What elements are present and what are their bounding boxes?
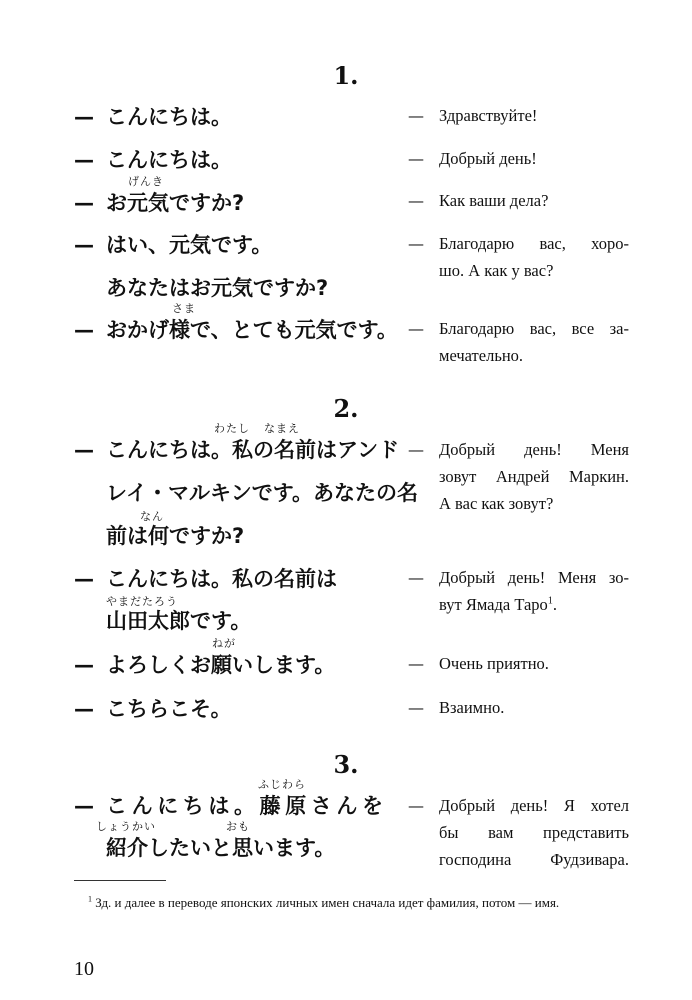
russian-text: зовут Андрей Маркин. [439,467,629,486]
russian-text: мечательно. [439,346,524,365]
russian-text: Добрый день! Меня зо- [439,568,629,587]
footnote [88,893,628,913]
footnote-divider [74,880,166,881]
dash-ru: — [408,191,424,210]
furigana: なん [140,510,164,523]
dash-jp: — [74,318,94,342]
russian-text: Как ваши дела? [439,191,549,210]
japanese-text: こちらこそ。 [106,697,232,721]
furigana: やまだたろう [106,595,178,608]
footnote-mark: 1 [88,894,92,904]
furigana: わたし [214,422,250,435]
dash-jp: — [74,191,94,215]
russian-text: Добрый день! Меня [439,440,629,459]
furigana: ねが [212,637,236,650]
russian-text: Благодарю вас, хоро- [439,234,629,253]
japanese-text: 前は何ですか? [106,524,245,548]
japanese-text: 山田太郎です。 [106,609,252,633]
dash-jp: — [74,794,94,818]
japanese-text: こんにちは。 [106,148,232,172]
japanese-text: 紹介したいと思います。 [106,836,336,860]
furigana: しょうかい [96,820,156,833]
japanese-text: はい、元気です。 [106,233,273,257]
dash-jp: — [74,567,94,591]
japanese-text: こんにちは。私の名前はアンド [106,438,400,462]
dash-jp: — [74,233,94,257]
section-number-3: 3. [333,750,359,779]
furigana: さま [172,302,196,315]
russian-text: бы вам представить [439,823,629,842]
dash-ru: — [408,698,424,717]
section-number-1: 1. [333,61,359,90]
dash-ru: — [408,440,424,459]
japanese-text: おかげ様で、とても元気です。 [106,318,398,342]
russian-text: Взаимно. [439,698,505,717]
russian-text: Добрый день! [439,149,537,168]
japanese-text: こんにちは。私の名前は [106,567,337,591]
furigana: なまえ [264,422,300,435]
japanese-text: よろしくお願いします。 [106,653,336,677]
russian-text: шо. А как у вас? [439,261,554,280]
japanese-text: お元気ですか? [106,191,245,215]
dash-ru: — [408,234,424,253]
dash-jp: — [74,438,94,462]
furigana: げんき [128,175,164,188]
footnote-text: Зд. и далее в переводе японских личных имен сначала идет фамилия, потом — имя. [95,895,560,910]
russian-text: Здравствуйте! [439,106,538,125]
dash-jp: — [74,148,94,172]
furigana: ふじわら [258,778,306,791]
japanese-text: あなたはお元気ですか? [106,276,329,300]
footnote-mark: 1 [547,595,553,607]
dash-jp: — [74,105,94,129]
dash-ru: — [408,106,424,125]
japanese-text: レイ・マルキンです。あなたの名 [106,481,419,505]
dash-ru: — [408,654,424,673]
russian-text: Очень приятно. [439,654,549,673]
dash-ru: — [408,319,424,338]
dash-jp: — [74,697,94,721]
dash-ru: — [408,149,424,168]
russian-text: Добрый день! Я хотел [439,796,629,815]
page-number: 10 [74,958,94,980]
russian-text: господина Фудзивара. [439,850,629,869]
dash-ru: — [408,568,424,587]
russian-text: А вас как зовут? [439,494,554,513]
russian-text: вут Ямада Таро$^1$. [439,595,557,614]
japanese-text: こんにちは。藤原さんを [106,794,388,818]
japanese-text: こんにちは。 [106,105,232,129]
section-number-2: 2. [333,394,359,423]
dash-jp: — [74,653,94,677]
furigana: おも [226,820,250,833]
dash-ru: — [408,796,424,815]
russian-text: Благодарю вас, все за- [439,319,629,338]
